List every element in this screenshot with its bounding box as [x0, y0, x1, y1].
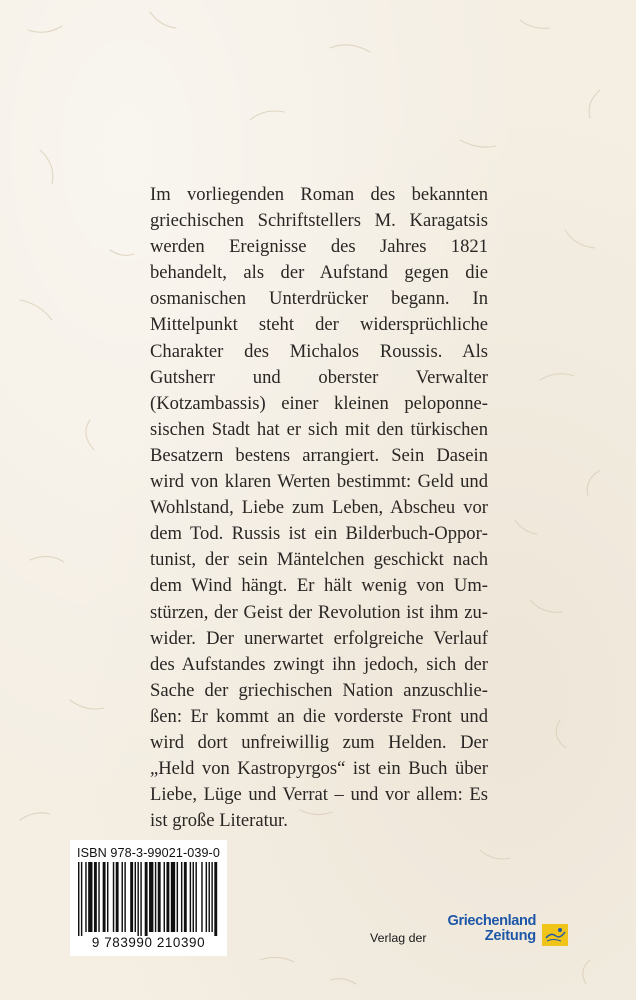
- barcode-bar: [113, 862, 114, 932]
- barcode-bar: [166, 862, 169, 932]
- barcode-bar: [85, 862, 86, 932]
- barcode-bar: [214, 862, 217, 936]
- barcode-bar: [158, 862, 161, 932]
- barcode-bar: [135, 862, 136, 932]
- barcode-bar: [211, 862, 212, 932]
- barcode-bar: [171, 862, 175, 932]
- barcode-bar: [124, 862, 125, 932]
- publisher-logo-icon: [542, 924, 568, 946]
- barcode-bar: [81, 862, 82, 936]
- barcode-bar: [122, 862, 123, 932]
- barcode-bar: [98, 862, 99, 932]
- isbn-label: ISBN 978-3-99021-039-0: [77, 846, 220, 860]
- ean-digits: 9 783990 210390: [91, 935, 206, 950]
- barcode-bar: [181, 862, 182, 932]
- barcode-bar: [195, 862, 196, 932]
- publisher-name-line1: Griechenland: [447, 913, 536, 929]
- publisher-name-line2: Zeitung: [484, 928, 536, 944]
- book-description: Im vorliegenden Roman des bekannten griechischen Schriftstellers M. Karagatsis werden Ereignisse des Jahres 1821 behandelt, als der Aufstand gegen die osmanischen Unterdrücker begann. In Mittelpunkt steht der widersprüchliche Charakter des Michalos Roussis. Als Gutsherr und oberster Verwalter (Kotzambassis) einer kleinen peloponnesischen Stadt hat er sich mit den türkischen Besatzern bestens arrangiert. Sein Dasein wird von klaren Werten bestimmt: Geld und Wohlstand, Liebe zum Leben, Abscheu vor dem Tod. Russis ist ein Bilderbuch-Opportunist, der sein Mäntelchen geschickt nach dem Wind hängt. Er hält wenig von Umstürzen, der Geist der Revolution ist ihm zuwider. Der unerwartet erfolgreiche Verlauf des Aufstandes zwingt ihn jedoch, sich der Sache der griechischen Nation anzuschließen: Er kommt an die vorderste Front und wird dort unfreiwillig zum Helden. Der „Held von Kastropyrgos“ ist ein Buch über Liebe, Lüge und Verrat – und vor allem: Es ist große Literatur.: [150, 184, 488, 832]
- barcode-bar: [130, 862, 133, 932]
- publisher-name: [436, 914, 536, 944]
- barcode-bar: [78, 862, 79, 936]
- barcode-bar: [209, 862, 210, 932]
- barcode-bar: [103, 862, 106, 932]
- publisher-block: [370, 914, 570, 954]
- barcode-bar: [164, 862, 165, 932]
- barcode-bar: [137, 862, 138, 936]
- barcode-bar: [155, 862, 156, 932]
- barcode-bar: [140, 862, 141, 936]
- barcode-bar: [206, 862, 207, 932]
- barcode-bar: [88, 862, 92, 932]
- barcode-bar: [177, 862, 178, 932]
- barcode-bar: [190, 862, 191, 932]
- barcode-bar: [149, 862, 153, 932]
- isbn-barcode-panel: [70, 840, 227, 956]
- barcode-bar: [193, 862, 194, 932]
- barcode-bar: [201, 862, 202, 932]
- publisher-prefix: Verlag der: [370, 931, 427, 945]
- barcode-bars: [78, 862, 219, 936]
- barcode-bar: [184, 862, 187, 932]
- barcode-bar: [107, 862, 108, 932]
- barcode-bar: [94, 862, 97, 932]
- barcode-bar: [116, 862, 119, 932]
- barcode-bar: [145, 862, 148, 936]
